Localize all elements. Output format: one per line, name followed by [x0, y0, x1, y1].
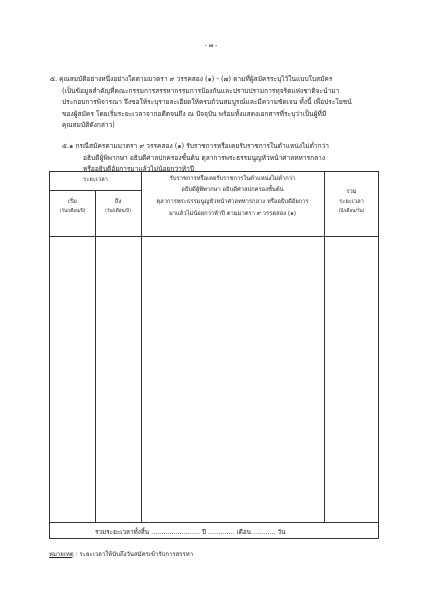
table-total-separator	[50, 522, 379, 523]
qualification-table	[49, 171, 379, 539]
header-total: รวม	[346, 189, 357, 195]
footnote-text: : ระยะเวลาให้นับถึงวันสมัครเข้ารับการสรรหา	[73, 551, 194, 558]
section-5-line: ของผู้สมัคร โดยเริ่มระยะเวลาจากอดีตจนถึง ณ ปัจจุบัน พร้อมทั้งแสดงเอกสารที่ระบุว่าเป็นผู้ที่มี	[62, 109, 327, 118]
section-5-line: (เป็นข้อมูลสำคัญที่คณะกรรมการสรรหากรรมการป้องกันและปราบปรามการทุจริตแห่งชาติจะนำมา	[62, 86, 340, 95]
footnote-label: หมายเหตุ	[49, 551, 74, 558]
section-5-line: คุณสมบัติดังกล่าว)	[62, 121, 115, 130]
header-desc-line: รับราชการหรือเคยรับราชการในตำแหน่งไม่ต่ำกว่า	[169, 176, 296, 182]
header-total-sub: (ปี/เดือน/วัน)	[338, 209, 365, 214]
header-end-sub: (วัน/เดือน/ปี)	[105, 209, 131, 214]
header-total-period: ระยะเวลา	[339, 199, 364, 205]
page-number: - ๗ -	[204, 42, 218, 49]
header-desc-line: มาแล้วไม่น้อยกว่าห้าปี ตามมาตรา ๙ วรรคสอง (๑)	[168, 211, 297, 217]
header-start-sub: (วัน/เดือน/ปี)	[59, 209, 86, 214]
section-5-1-line: หรืออธิบดีอัยการมาแล้วไม่น้อยกว่าห้าปี	[83, 165, 195, 174]
table-divider-start-end	[95, 190, 96, 522]
footnote	[49, 549, 193, 559]
total-period-row: รวมระยะเวลาทั้งสิ้น ........................ ปี ............. เดือน ........... วัน	[95, 528, 286, 536]
header-desc-line: อธิบดีผู้พิพากษา อธิบดีศาลปกครองชั้นต้น	[181, 187, 284, 193]
section-5-paragraph	[50, 74, 352, 132]
table-divider-desc-total	[324, 172, 325, 522]
table-divider-period-desc	[141, 172, 142, 522]
table-header-split	[50, 190, 141, 191]
section-5-1-line: ๕.๑ กรณีสมัครตามมาตรา ๙ วรรคสอง (๑) รับราชการหรือเคยรับราชการในตำแหน่งไม่ต่ำกว่า	[62, 142, 330, 150]
table-header-bottom	[50, 236, 379, 237]
section-5-line: ประกอบการพิจารณา จึงขอให้ระบุรายละเอียดให้ครบถ้วนสมบูรณ์และมีความชัดเจน ทั้งนี้ เพื่อประโยชน์	[62, 98, 352, 107]
header-desc-line: ตุลาการพระธรรมนูญหัวหน้าศาลทหารกลาง หรืออธิบดีอัยการ	[156, 199, 309, 205]
header-period: ระยะเวลา	[83, 177, 108, 183]
section-5-1-line: อธิบดีผู้พิพากษา อธิบดีศาลปกครองชั้นต้น ตุลาการพระธรรมนูญหัวหน้าศาลทหารกลาง	[83, 153, 326, 162]
header-end: ถึง	[114, 199, 122, 205]
header-start: เริ่ม	[68, 199, 77, 205]
section-5-line: ๕. คุณสมบัติอย่างหนึ่งอย่างใดตามมาตรา ๙ วรรคสอง (๑) - (๗) ตามที่ผู้สมัครระบุไว้ในแบบใบสมัคร	[50, 75, 333, 83]
